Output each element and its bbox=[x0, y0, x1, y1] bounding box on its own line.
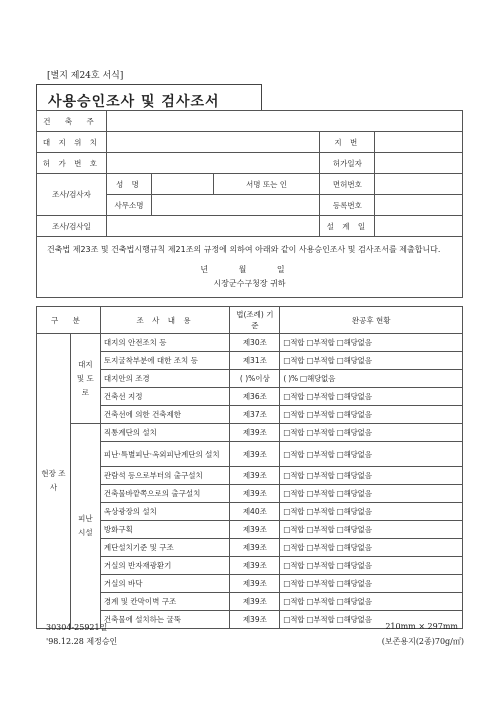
footer-paper: (보존용지(2종)70g/㎡) bbox=[381, 637, 464, 646]
category-header: 구 분 bbox=[37, 307, 101, 334]
inspection-date-field[interactable] bbox=[106, 216, 319, 237]
row-status-checkboxes[interactable]: □적합 □부적합 □해당없음 bbox=[280, 611, 463, 629]
row-law: 제39조 bbox=[230, 575, 280, 593]
office-label: 사무소명 bbox=[106, 195, 151, 216]
table-row bbox=[37, 557, 463, 575]
info-table bbox=[36, 110, 463, 298]
permit-no-field[interactable] bbox=[106, 153, 319, 174]
table-row bbox=[37, 593, 463, 611]
row-status-checkboxes[interactable]: □적합 □부적합 □해당없음 bbox=[280, 557, 463, 575]
row-item: 계단설치기준 및 구조 bbox=[100, 539, 230, 557]
declaration-text: 건축법 제23조 및 건축법시행규칙 제21조의 규정에 의하여 아래와 같이 사용승인조사 및 검사조서를 제출합니다. bbox=[47, 245, 441, 254]
form-number: [별지 제24호 서식] bbox=[47, 71, 124, 81]
table-row bbox=[37, 503, 463, 521]
owner-label: 건 축 주 bbox=[37, 111, 107, 132]
row-law: 제30조 bbox=[230, 334, 280, 352]
permit-date-label: 허가일자 bbox=[320, 153, 375, 174]
row-status-checkboxes[interactable]: □적합 □부적합 □해당없음 bbox=[280, 575, 463, 593]
row-status-checkboxes[interactable]: □적합 □부적합 □해당없음 bbox=[280, 539, 463, 557]
table-row bbox=[37, 521, 463, 539]
row-law: 제40조 bbox=[230, 503, 280, 521]
inspection-date-label: 조사/검사일 bbox=[37, 216, 107, 237]
row-law: 제39조 bbox=[230, 424, 280, 442]
row-status-checkboxes[interactable]: □적합 □부적합 □해당없음 bbox=[280, 352, 463, 370]
row-item: 건축선 지정 bbox=[100, 388, 230, 406]
row-status-checkboxes[interactable]: □적합 □부적합 □해당없음 bbox=[280, 388, 463, 406]
name-label: 성 명 bbox=[106, 174, 151, 195]
row-status-checkboxes[interactable]: □적합 □부적합 □해당없음 bbox=[280, 334, 463, 352]
addressee: 시장군수구청장 귀하 bbox=[213, 279, 286, 288]
table-row bbox=[37, 334, 463, 352]
table-row bbox=[37, 442, 463, 467]
row-status-checkboxes[interactable]: □적합 □부적합 □해당없음 bbox=[280, 521, 463, 539]
office-field[interactable] bbox=[151, 195, 319, 216]
row-law: 제36조 bbox=[230, 388, 280, 406]
row-item: 건축물에 설치하는 굴뚝 bbox=[100, 611, 230, 629]
row-item: 경계 및 칸막이벽 구조 bbox=[100, 593, 230, 611]
row-item: 옥상광장의 설치 bbox=[100, 503, 230, 521]
inspector-label: 조사/검사자 bbox=[37, 174, 107, 216]
row-law: 제39조 bbox=[230, 485, 280, 503]
registration-no-field[interactable] bbox=[375, 195, 463, 216]
row-item: 거실의 바닥 bbox=[100, 575, 230, 593]
permit-no-label: 허 가 번 호 bbox=[37, 153, 107, 174]
row-item: 대지안의 조경 bbox=[100, 370, 230, 388]
row-law: 제39조 bbox=[230, 521, 280, 539]
license-no-label: 면허번호 bbox=[320, 174, 375, 195]
designer-label: 설 계 일 bbox=[320, 216, 375, 237]
row-status-checkboxes[interactable]: □적합 □부적합 □해당없음 bbox=[280, 442, 463, 467]
table-row bbox=[37, 352, 463, 370]
row-item: 관람석 등으로부터의 출구설치 bbox=[100, 467, 230, 485]
row-law: 제39조 bbox=[230, 611, 280, 629]
row-item: 방화구획 bbox=[100, 521, 230, 539]
row-status-checkboxes[interactable]: □적합 □부적합 □해당없음 bbox=[280, 503, 463, 521]
table-row bbox=[37, 406, 463, 424]
row-status-checkboxes[interactable]: □적합 □부적합 □해당없음 bbox=[280, 424, 463, 442]
table-row bbox=[37, 388, 463, 406]
designer-field[interactable] bbox=[375, 216, 463, 237]
row-law: 제39조 bbox=[230, 557, 280, 575]
row-status-checkboxes[interactable]: □적합 □부적합 □해당없음 bbox=[280, 593, 463, 611]
table-row bbox=[37, 539, 463, 557]
signature-label: 서명 또는 인 bbox=[213, 174, 320, 195]
row-status-checkboxes[interactable]: □적합 □부적합 □해당없음 bbox=[280, 406, 463, 424]
lot-label: 지 번 bbox=[320, 132, 375, 153]
row-law: 제31조 bbox=[230, 352, 280, 370]
law-header: 법(조례) 기 준 bbox=[230, 307, 280, 334]
row-law: 제39조 bbox=[230, 539, 280, 557]
site-field[interactable] bbox=[106, 132, 319, 153]
group-main-label: 현장 조사 bbox=[37, 334, 71, 629]
footer-code: 30304-25921일 bbox=[46, 623, 108, 632]
table-row bbox=[37, 575, 463, 593]
status-header: 완공후 현황 bbox=[280, 307, 463, 334]
item-header: 조 사 내 용 bbox=[100, 307, 230, 334]
row-law: 제39조 bbox=[230, 442, 280, 467]
page-title: 사용승인조사 및 검사조서 bbox=[48, 94, 220, 110]
inspection-table bbox=[36, 306, 463, 629]
row-item: 건축선에 의한 건축제한 bbox=[100, 406, 230, 424]
row-item: 토지굴착부분에 대한 조치 등 bbox=[100, 352, 230, 370]
row-law: 제37조 bbox=[230, 406, 280, 424]
row-status-checkboxes[interactable]: □적합 □부적합 □해당없음 bbox=[280, 467, 463, 485]
row-law: 제39조 bbox=[230, 467, 280, 485]
owner-field[interactable] bbox=[106, 111, 462, 132]
group-site-label: 대지 및 도로 bbox=[70, 334, 100, 424]
name-field[interactable] bbox=[151, 174, 213, 195]
license-no-field[interactable] bbox=[375, 174, 463, 195]
row-status-checkboxes[interactable]: □적합 □부적합 □해당없음 bbox=[280, 485, 463, 503]
row-status-checkboxes[interactable]: ( )% □해당없음 bbox=[280, 370, 463, 388]
row-item: 거실의 반자재광환기 bbox=[100, 557, 230, 575]
group-evac-label: 피난 시설 bbox=[70, 424, 100, 629]
row-item: 대지의 안전조치 등 bbox=[100, 334, 230, 352]
row-item: 피난·특별피난·옥외피난계단의 설치 bbox=[100, 442, 230, 467]
table-row bbox=[37, 424, 463, 442]
permit-date-field[interactable] bbox=[375, 153, 463, 174]
row-item: 건축물바깥쪽으로의 출구설치 bbox=[100, 485, 230, 503]
table-row bbox=[37, 467, 463, 485]
table-row bbox=[37, 485, 463, 503]
row-law: 제39조 bbox=[230, 593, 280, 611]
site-label: 대 지 위 치 bbox=[37, 132, 107, 153]
registration-no-label: 등록번호 bbox=[320, 195, 375, 216]
row-law: ( )%이상 bbox=[230, 370, 280, 388]
footer-approval: '98.12.28 제정승인 bbox=[46, 637, 118, 646]
declaration-block bbox=[37, 237, 463, 298]
table-row bbox=[37, 370, 463, 388]
date-line: 년 월 일 bbox=[200, 265, 299, 274]
row-item: 직통계단의 설치 bbox=[100, 424, 230, 442]
footer-size: 210mm × 297mm bbox=[385, 622, 458, 631]
lot-field[interactable] bbox=[375, 132, 463, 153]
